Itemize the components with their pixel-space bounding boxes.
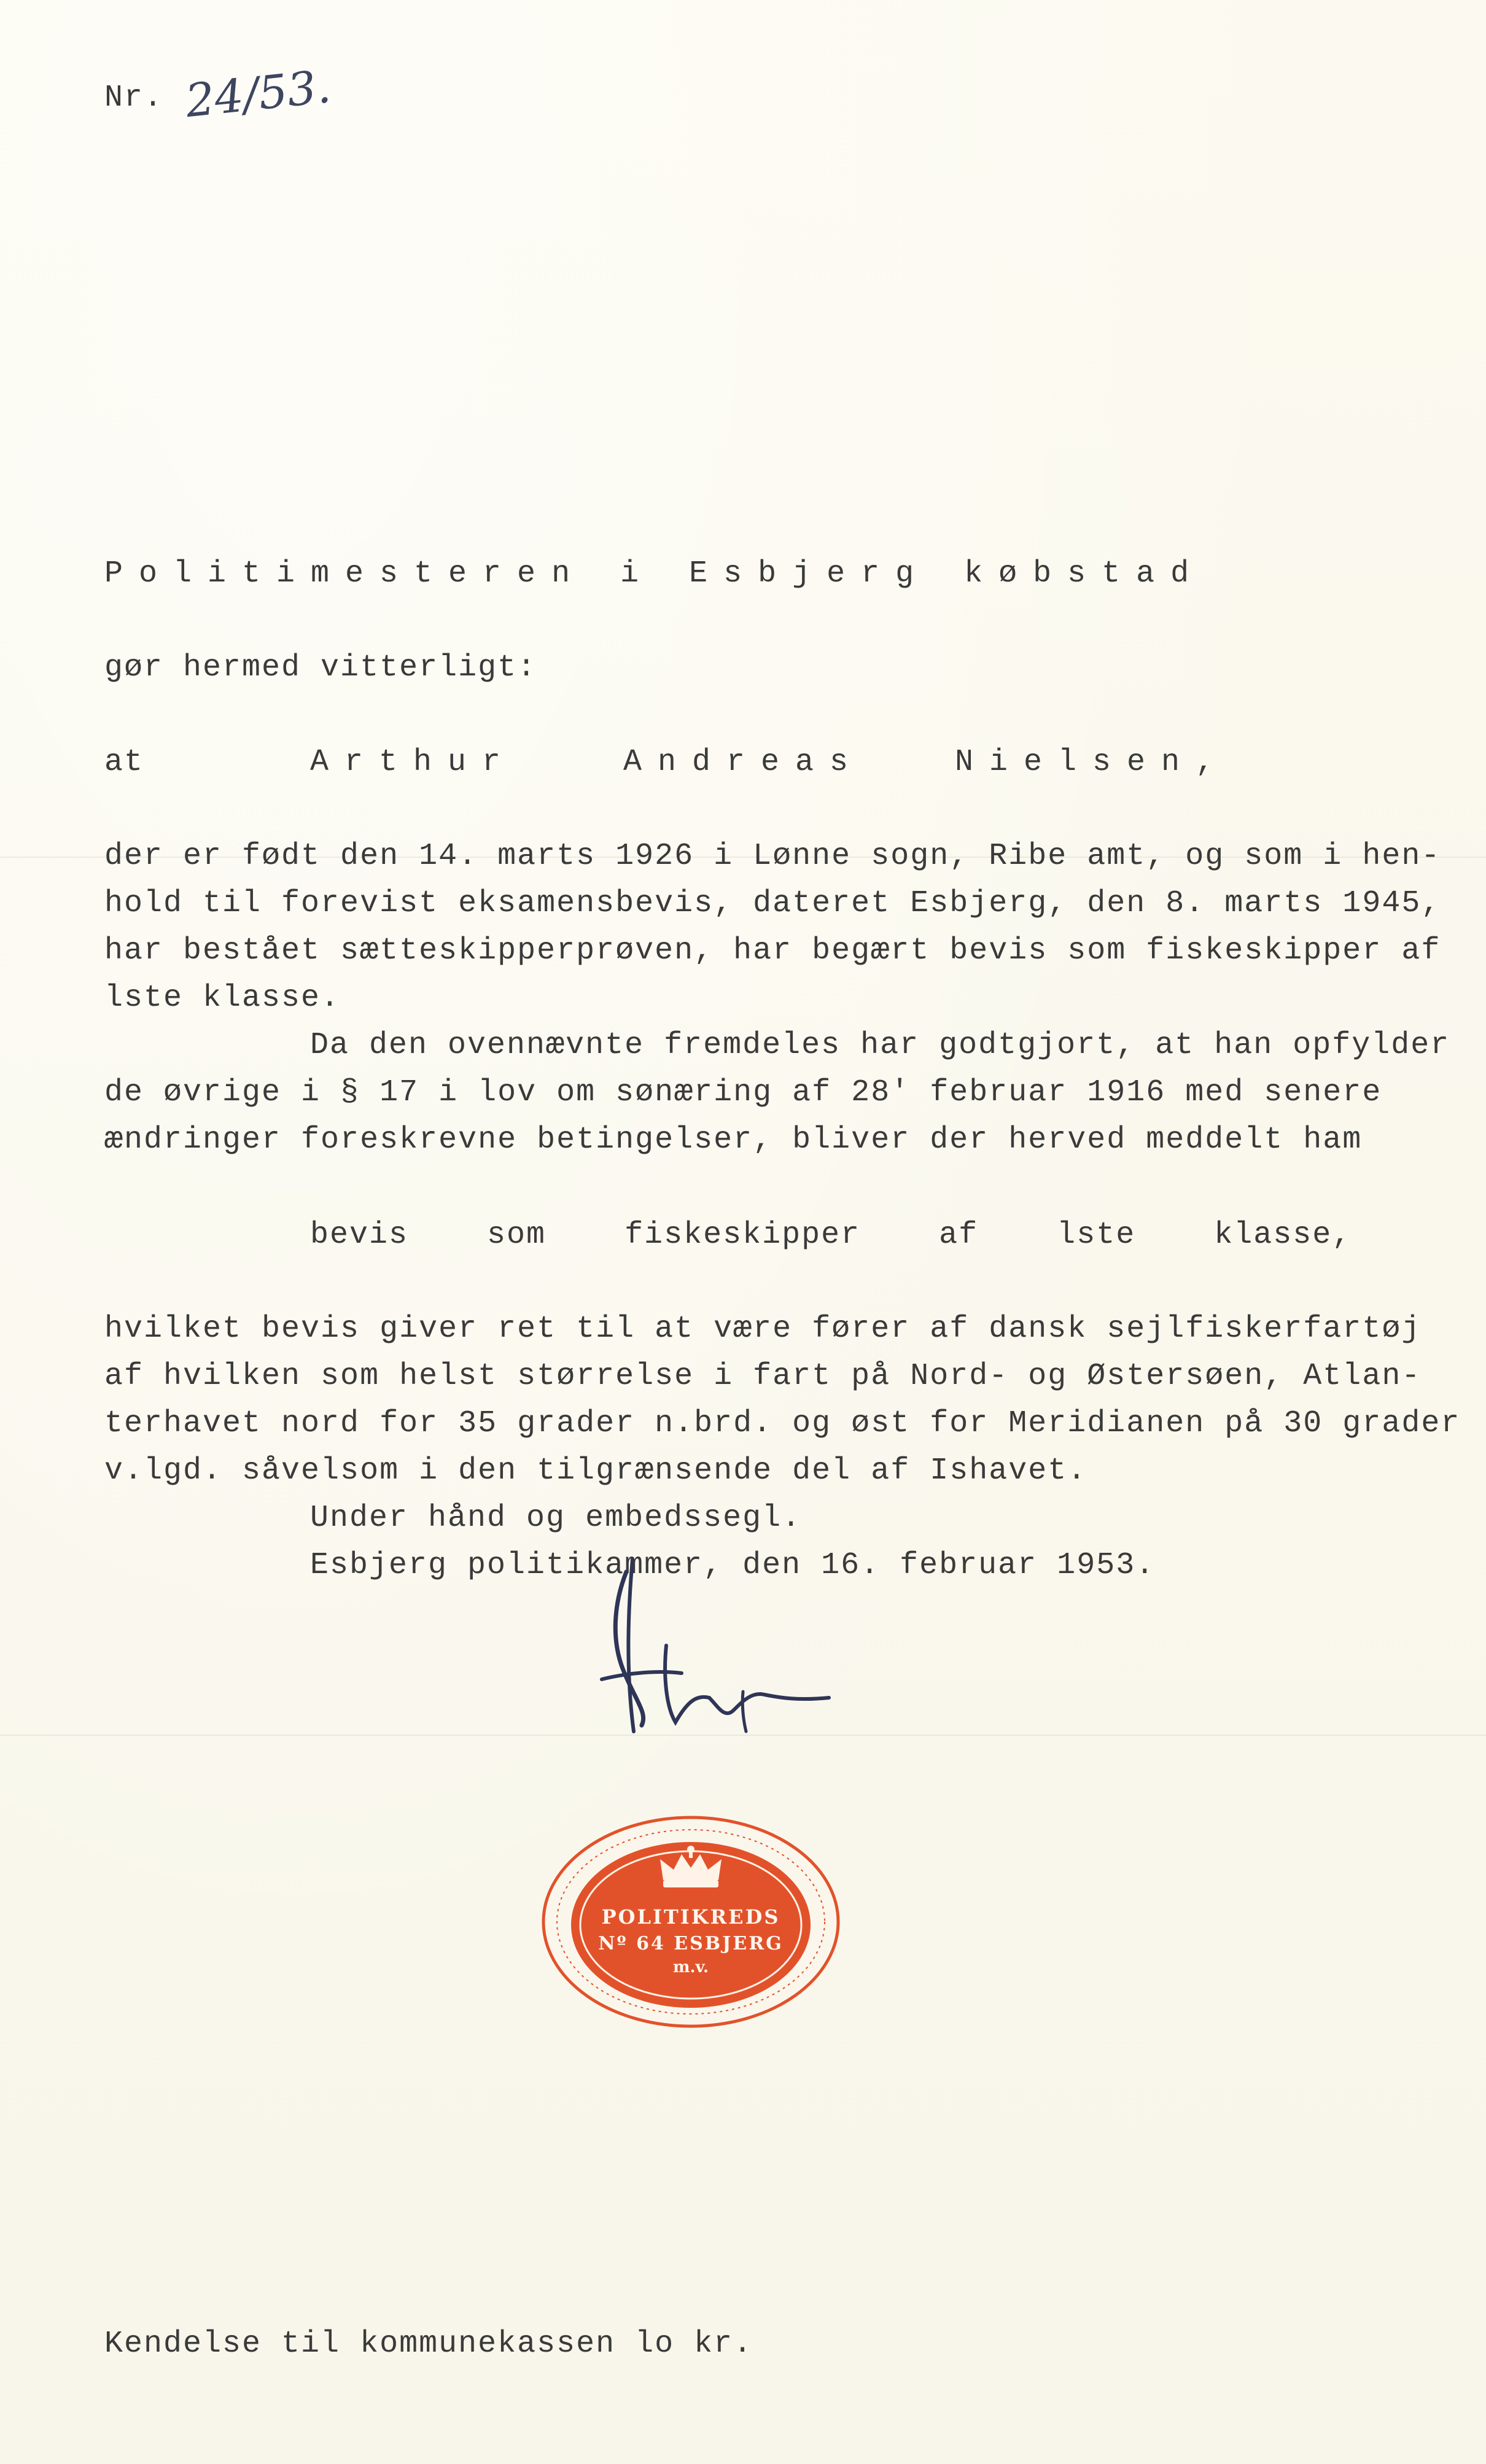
body-line: lste klasse. xyxy=(104,981,341,1016)
name-middle: Andreas xyxy=(623,745,865,780)
body-line: hold til forevist eksamensbevis, dateret Esbjerg, den 8. marts 1945, xyxy=(104,886,1441,921)
body-line: Da den ovennævnte fremdeles har godtgjort, at han opfylder xyxy=(310,1028,1450,1063)
certificate-title: bevis som fiskeskipper af lste klasse, xyxy=(310,1218,1352,1253)
seal-line-1: POLITIKREDS xyxy=(601,1905,780,1929)
body-line: har bestået sætteskipperprøven, har begært bevis som fiskeskipper af xyxy=(104,933,1441,968)
seal-line-2: Nº 64 ESBJERG xyxy=(598,1933,784,1954)
doc-number-handwritten: 24/53. xyxy=(183,60,333,128)
rights-line: v.lgd. såvelsom i den tilgrænsende del af Ishavet. xyxy=(104,1453,1087,1488)
declaration: gør hermed vitterligt: xyxy=(104,650,537,685)
rights-line: terhavet nord for 35 grader n.brd. og øst for Meridianen på 30 grader xyxy=(104,1406,1461,1441)
name-at: at xyxy=(104,745,144,780)
rights-line: hvilket bevis giver ret til at være fører af dansk sejlfiskerfartøj xyxy=(104,1312,1422,1347)
closing-line: Under hånd og embedssegl. xyxy=(310,1501,802,1536)
heading: Politimesteren i Esbjerg købstad xyxy=(104,556,1205,591)
body-line: der er født den 14. marts 1926 i Lønne sogn, Ribe amt, og som i hen- xyxy=(104,839,1441,874)
closing-line: Esbjerg politikammer, den 16. februar 1953. xyxy=(310,1548,1156,1583)
doc-number-prefix: Nr. xyxy=(104,80,164,115)
fee-note: Kendelse til kommunekassen lo kr. xyxy=(104,2326,753,2361)
name-first: Arthur xyxy=(310,745,517,780)
seal-line-3: m.v. xyxy=(672,1958,709,1976)
body-line: de øvrige i § 17 i lov om sønæring af 28' februar 1916 med senere xyxy=(104,1075,1382,1110)
body-line: ændringer foreskrevne betingelser, bliver der herved meddelt ham xyxy=(104,1122,1363,1157)
name-last: Nielsen, xyxy=(955,745,1231,780)
police-seal xyxy=(537,1811,844,2032)
rights-line: af hvilken som helst størrelse i fart på Nord- og Østersøen, Atlan- xyxy=(104,1359,1422,1394)
signature xyxy=(589,1547,847,1744)
